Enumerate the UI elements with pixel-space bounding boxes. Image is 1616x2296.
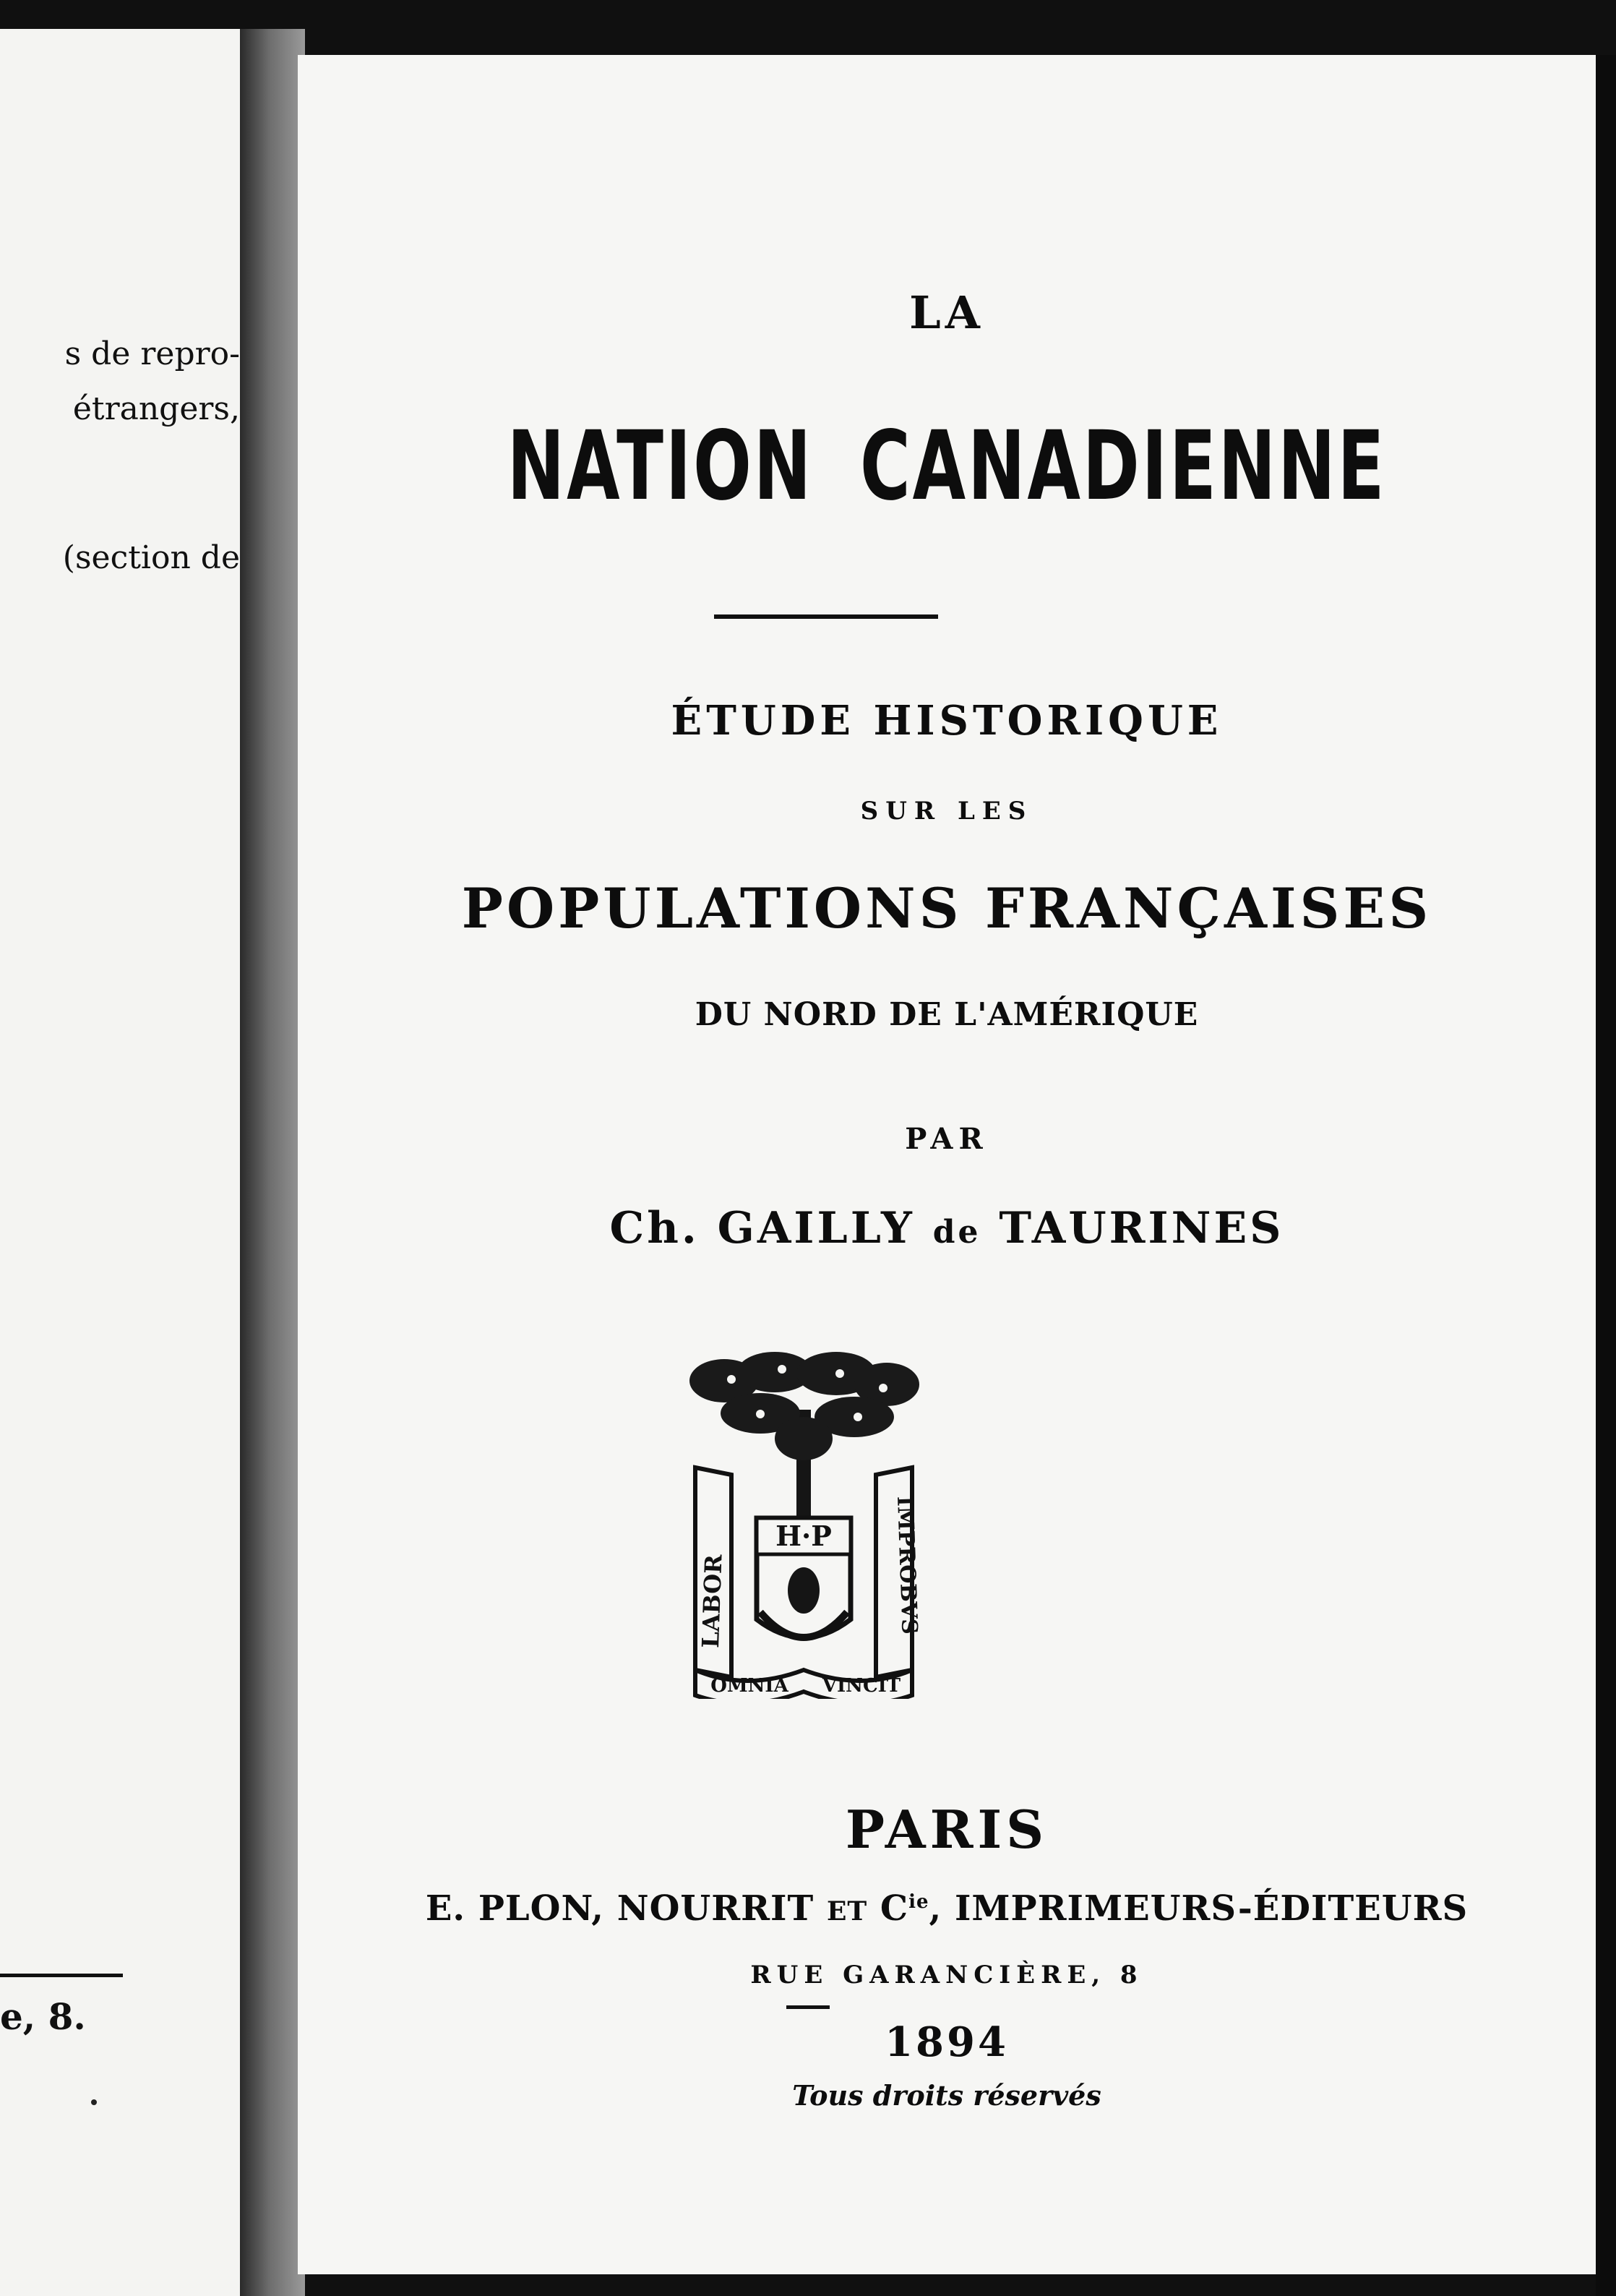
device-motto-bottom-left: OMNIA [710,1675,788,1697]
title-article: LA [909,286,984,339]
printers-device-emblem [681,1352,927,1699]
author-taurines: TAURINES [999,1203,1284,1254]
previous-page-rule [0,1974,123,1977]
subtitle-connector: SUR LES [860,797,1033,826]
author-name [298,1203,1596,1254]
device-motto-left: LABOR [697,1554,728,1649]
title-rule [714,614,938,619]
author-de: de [932,1214,981,1251]
book-subtitle: ÉTUDE HISTORIQUE [671,697,1223,745]
previous-page-line-3: (section de [62,539,240,576]
device-initials: H·P [775,1520,832,1552]
publisher-c: C [880,1888,909,1929]
previous-page-line-1: s de repro- [64,335,240,372]
author-by: PAR [905,1122,989,1156]
subtitle-region: DU NORD DE L'AMÉRIQUE [695,996,1199,1033]
publisher-rest: , IMPRIMEURS-ÉDITEURS [929,1888,1469,1929]
publisher-et: ET [826,1896,868,1927]
imprint-rule [786,2005,830,2009]
book-gutter [240,29,305,2296]
book-title: NATION CANADIENNE [507,411,1387,522]
speck [91,2099,97,2105]
author-ch: Ch. [609,1203,700,1254]
title-page [298,55,1596,2274]
imprint-city: PARIS [845,1799,1049,1860]
page-edge [1596,55,1616,2296]
author-gailly: GAILLY [717,1203,915,1254]
imprint-year: 1894 [885,2018,1009,2066]
imprint-address: RUE GARANCIÈRE, 8 [750,1961,1143,1989]
subtitle-populations: POPULATIONS FRANÇAISES [461,876,1432,941]
imprint-publisher [298,1888,1596,1929]
publisher-ie: ie [908,1891,929,1913]
previous-page-footer: e, 8. [0,1995,86,2038]
previous-page [0,29,240,2296]
previous-page-line-2: étrangers, [72,390,240,427]
device-motto-right: IMPROBVS [892,1496,922,1635]
rights-notice: Tous droits réservés [792,2079,1101,2112]
publisher-main: E. PLON, NOURRIT [425,1888,815,1929]
device-motto-bottom-right: VINCIT [822,1675,901,1697]
